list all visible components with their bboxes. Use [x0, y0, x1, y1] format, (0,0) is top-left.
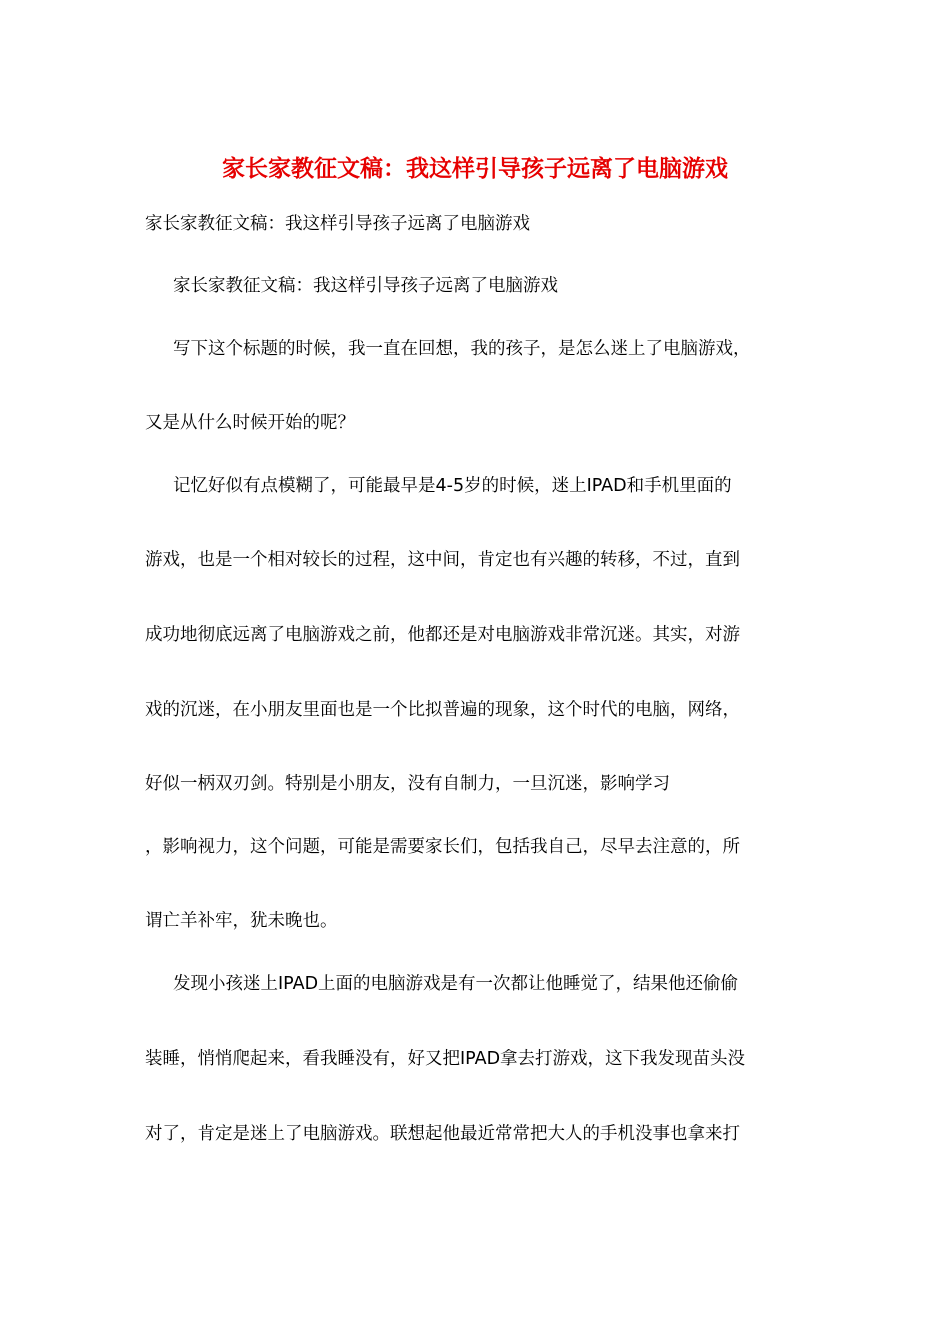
text-line: 写下这个标题的时候，我一直在回想，我的孩子，是怎么迷上了电脑游戏， [173, 339, 751, 359]
text-line: 谓亡羊补牢，犹未晚也。 [145, 911, 338, 931]
text-line: ，影响视力，这个问题，可能是需要家长们，包括我自己，尽早去注意的，所 [145, 837, 740, 857]
text-line: 装睡，悄悄爬起来，看我睡没有，好又把IPAD拿去打游戏，这下我发现苗头没 [145, 1049, 746, 1069]
text-line: 又是从什么时候开始的呢？ [145, 413, 355, 433]
document-title: 家长家教征文稿：我这样引导孩子远离了电脑游戏 [222, 155, 728, 182]
text-line: 家长家教征文稿：我这样引导孩子远离了电脑游戏 [145, 214, 530, 234]
text-line: 成功地彻底远离了电脑游戏之前，他都还是对电脑游戏非常沉迷。其实，对游 [145, 625, 740, 645]
text-line: 对了，肯定是迷上了电脑游戏。联想起他最近常常把大人的手机没事也拿来打 [145, 1124, 740, 1144]
text-line: 家长家教征文稿：我这样引导孩子远离了电脑游戏 [173, 276, 558, 296]
text-line: 好似一柄双刃剑。特别是小朋友，没有自制力，一旦沉迷，影响学习 [145, 774, 670, 794]
text-line: 记忆好似有点模糊了，可能最早是4-5岁的时候，迷上IPAD和手机里面的 [173, 476, 732, 496]
text-line: 发现小孩迷上IPAD上面的电脑游戏是有一次都让他睡觉了，结果他还偷偷 [173, 974, 739, 994]
text-line: 游戏，也是一个相对较长的过程，这中间，肯定也有兴趣的转移，不过，直到 [145, 550, 740, 570]
text-line: 戏的沉迷，在小朋友里面也是一个比拟普遍的现象，这个时代的电脑，网络， [145, 700, 740, 720]
